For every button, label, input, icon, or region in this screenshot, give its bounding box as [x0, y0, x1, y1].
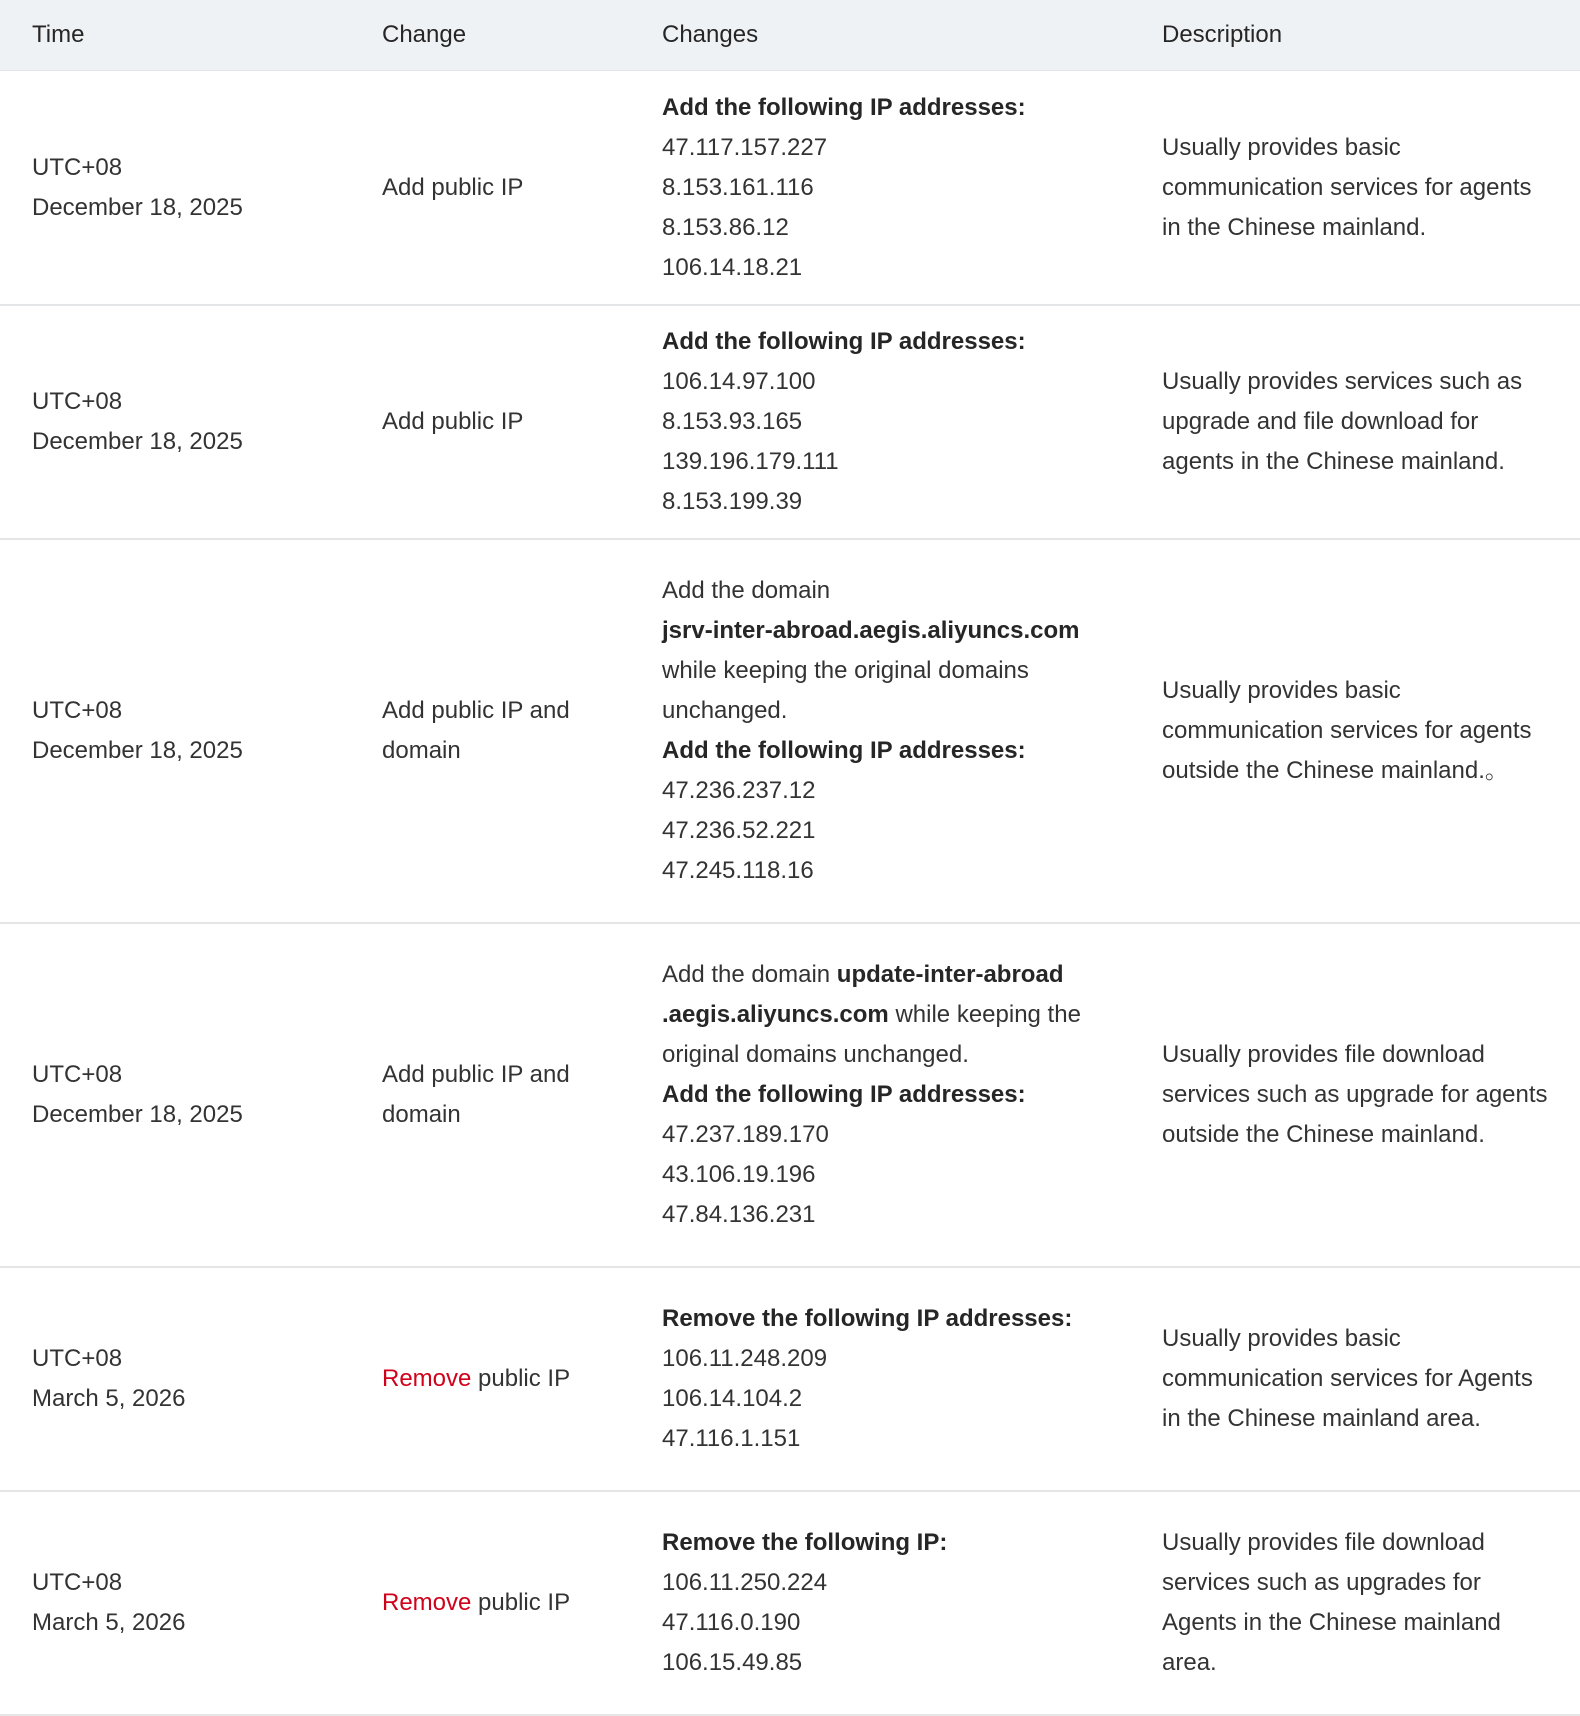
description-cell: [1130, 540, 1580, 924]
remove-label: Remove: [382, 1365, 472, 1392]
ip-address: 106.14.18.21: [662, 253, 803, 281]
changes-cell: [630, 1268, 1130, 1492]
timezone: UTC+08: [32, 388, 123, 415]
date: March 5, 2026: [32, 1385, 186, 1412]
time-cell: [0, 540, 350, 924]
domain-suffix-b: original domains unchanged.: [662, 1041, 969, 1068]
timezone: UTC+08: [32, 1569, 123, 1596]
description-cell: [1130, 1492, 1580, 1716]
description-text: Usually provides file download services such as upgrades for Agents in the Chinese mainland area.: [1162, 1529, 1501, 1676]
changes-heading: Add the following IP addresses:: [662, 737, 1026, 764]
date: December 18, 2025: [32, 737, 243, 764]
domain-line-2: [662, 995, 1110, 1035]
ip-address: 106.14.104.2: [662, 1385, 803, 1412]
description-text: Usually provides basic communication services for agents in the Chinese mainland.: [1162, 133, 1532, 241]
description-text: Usually provides basic communication services for Agents in the Chinese mainland area.: [1162, 1325, 1533, 1432]
ip-address: 47.116.1.151: [662, 1425, 801, 1452]
description-cell: [1130, 306, 1580, 540]
description-cell: [1130, 71, 1580, 306]
domain-name-part2: .aegis.aliyuncs.com: [662, 1001, 889, 1028]
ip-address: 139.196.179.111: [662, 448, 839, 475]
ip-address: 47.84.136.231: [662, 1201, 816, 1228]
change-rest: public IP: [478, 1589, 571, 1616]
header-changes: Changes: [630, 0, 1130, 71]
description-text: Usually provides file download services such as upgrade for agents outside the Chinese mainland.: [1162, 1041, 1548, 1148]
changes-heading: Add the following IP addresses:: [662, 1081, 1026, 1108]
description-cell: [1130, 1268, 1580, 1492]
change-label: [382, 1359, 610, 1399]
change-label: Add public IP: [382, 408, 524, 435]
description-text: Usually provides basic communication services for agents outside the Chinese mainland.。: [1162, 677, 1532, 784]
description-cell: [1130, 924, 1580, 1268]
change-label: Add public IP and domain: [382, 1061, 570, 1128]
ip-address: 43.106.19.196: [662, 1161, 816, 1188]
change-cell: [350, 924, 630, 1268]
changes-cell: [630, 540, 1130, 924]
header-description: Description: [1130, 0, 1580, 71]
timezone: UTC+08: [32, 697, 123, 724]
changes-cell: [630, 924, 1130, 1268]
ip-address: 106.11.248.209: [662, 1345, 828, 1372]
date: March 5, 2026: [32, 1609, 186, 1636]
domain-prefix: Add the domain: [662, 577, 831, 604]
ip-address: 47.117.157.227: [662, 133, 828, 161]
ip-address: 47.236.237.12: [662, 777, 816, 804]
change-cell: [350, 71, 630, 306]
domain-name-part1: update-inter-abroad: [836, 961, 1064, 988]
ip-address: 47.116.0.190: [662, 1609, 801, 1636]
ip-address: 106.14.97.100: [662, 368, 816, 395]
change-rest: public IP: [478, 1365, 571, 1392]
ip-address: 47.245.118.16: [662, 857, 814, 884]
time-cell: [0, 71, 350, 306]
date: December 18, 2025: [32, 193, 243, 221]
domain-suffix: while keeping the original domains unchanged.: [662, 657, 1029, 724]
header-time: Time: [0, 0, 350, 71]
change-cell: [350, 306, 630, 540]
domain-name: jsrv-inter-abroad.aegis.aliyuncs.com: [662, 617, 1080, 644]
change-cell: [350, 1492, 630, 1716]
change-label: Add public IP and domain: [382, 697, 570, 764]
change-cell: [350, 1268, 630, 1492]
date: December 18, 2025: [32, 428, 243, 455]
remove-label: Remove: [382, 1589, 472, 1616]
changes-cell: [630, 71, 1130, 306]
domain-line-1: [662, 955, 1110, 995]
time-cell: [0, 306, 350, 540]
change-label: [382, 1583, 610, 1623]
changes-heading: Remove the following IP:: [662, 1529, 948, 1556]
ip-address: 106.11.250.224: [662, 1569, 828, 1596]
changes-cell: [630, 1492, 1130, 1716]
changes-heading: Add the following IP addresses:: [662, 328, 1026, 355]
ip-address: 47.237.189.170: [662, 1121, 829, 1148]
timezone: UTC+08: [32, 1061, 123, 1088]
timezone: UTC+08: [32, 1345, 123, 1372]
ip-address: 106.15.49.85: [662, 1649, 803, 1676]
changes-cell: [630, 306, 1130, 540]
time-cell: [0, 1268, 350, 1492]
ip-address: 8.153.161.116: [662, 173, 814, 201]
timezone: UTC+08: [32, 153, 123, 181]
ip-address: 47.236.52.221: [662, 817, 816, 844]
domain-prefix: Add the domain: [662, 961, 831, 988]
ip-address: 8.153.93.165: [662, 408, 803, 435]
header-change: Change: [350, 0, 630, 71]
ip-address: 8.153.199.39: [662, 488, 803, 515]
changes-heading: Remove the following IP addresses:: [662, 1305, 1073, 1332]
date: December 18, 2025: [32, 1101, 243, 1128]
changes-heading: Add the following IP addresses:: [662, 93, 1026, 121]
change-cell: [350, 540, 630, 924]
time-cell: [0, 924, 350, 1268]
domain-suffix-a: while keeping the: [895, 1001, 1081, 1028]
time-cell: [0, 1492, 350, 1716]
description-text: Usually provides services such as upgrade and file download for agents in the Chinese mainland.: [1162, 368, 1523, 475]
change-label: Add public IP: [382, 173, 524, 201]
ip-address: 8.153.86.12: [662, 213, 789, 241]
